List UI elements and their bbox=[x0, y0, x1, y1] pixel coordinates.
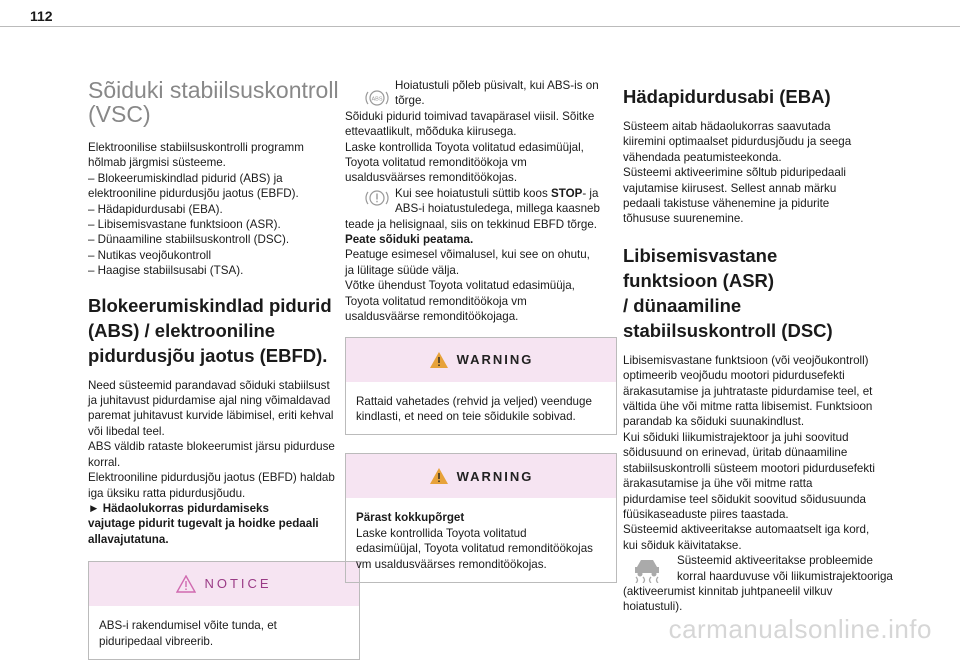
eba-heading: Hädapidurdusabi (EBA) bbox=[623, 86, 831, 107]
brake-warning-row: Kui see hoiatustuli süttib koos STOP- ja ABS-i hoiatustuledega, millega kaasneb bbox=[345, 186, 617, 217]
eba-body: Süsteem aitab hädaolukorras saavutada kiiremini optimaalset pidurdusjõudu ja seega vähendada peatumisteekonda. Süsteemi aktiveerimine sõltub piduripedaali vajutamise kiirusest. Sellest annab märku pedaali takistuse vähenemine ja pidurite tõhususe suurenemine. bbox=[623, 120, 852, 226]
skid-warning-text: (aktiveerumist kinnitab juhtpaneelil vilkuv hoiatustuli). bbox=[623, 584, 833, 614]
warning-box-wheels bbox=[345, 337, 617, 436]
header-divider bbox=[0, 26, 960, 27]
column-3 bbox=[623, 78, 913, 615]
brake-warning-light-icon bbox=[365, 188, 389, 208]
notice-body: ABS-i rakendumisel võite tunda, et piduripedaal vibreerib. bbox=[99, 619, 277, 648]
abs-heading: Blokeerumiskindlad pidurid (ABS) / elektrooniline pidurdusjõu jaotus (EBFD). bbox=[88, 294, 332, 366]
warning-body: Pärast kokkupõrget Laske kontrollida Toyota volitatud edasimüüjal, Toyota volitatud remonditöökojas vm usaldusväärses remonditöökojas. bbox=[356, 511, 593, 571]
warning-triangle-icon bbox=[429, 467, 449, 485]
abs-fault-text: Sõiduki pidurid toimivad tavapärasel viisil. Sõitke ettevaatlikult, mõõduka kiirusega. Laske kontrollida Toyota volitatud edasimüüjal, Toyota volitatud remonditöökoja vm usaldusväärses remonditöökojas. bbox=[345, 109, 595, 185]
abs-body: Need süsteemid parandavad sõiduki stabiilsust ja juhitavust pidurdamise ajal ning võimaldavad paremat juhitavust kurvide läbimisel, eriti kehval või libedal teel. ABS väldib rataste blokeerumist järsu pidurduse korral. Elektrooniline pidurdusjõu jaotus (EBFD) haldab iga üksiku ratta pidurdusjõudu. ► Hädaolukorras pidurdamiseks vajutage pidurit tugevalt ja hoidke pedaali allavajutatuna. bbox=[88, 378, 335, 546]
abs-warning-row: ABS Hoiatustuli põleb püsivalt, kui ABS-is on tõrge. bbox=[345, 78, 617, 109]
notice-label: NOTICE bbox=[204, 576, 272, 592]
page-number: 112 bbox=[30, 8, 53, 24]
vsc-title: Sõiduki stabiilsuskontroll (VSC) bbox=[88, 77, 339, 127]
warning-body: Rattaid vahetades (rehvid ja veljed) veenduge kindlasti, et need on teie sõidukile sobivad. bbox=[356, 394, 592, 423]
vsc-intro: Elektroonilise stabiilsuskontrolli programm hõlmab järgmisi süsteeme. – Blokeerumiskindlad pidurid (ABS) ja elektrooniline pidurdusjõu jaotus (EBFD). – Hädapidurdusabi (EBA). – Libisemisvastane funktsioon (ASR). – Dünaamiline stabiilsuskontroll (DSC). – Nutikas veojõukontroll – Haagise stabiilsusabi (TSA). bbox=[88, 141, 304, 278]
caution-triangle-icon bbox=[176, 575, 196, 593]
ebfd-fault-text: teade ja helisignaal, siis on tekkinud EBFD tõrge. Peate sõiduki peatama. Peatuge esimesel võimalusel, kui see on ohutu, ja lülitage süüde välja. Võtke ühendust Toyota volitatud edasimüüja, Toyota volitatud remonditöökoja vm usaldusväärse remonditöökojaga. bbox=[345, 217, 597, 324]
column-2 bbox=[345, 78, 617, 583]
asr-dsc-heading: Libisemisvastane funktsioon (ASR) / dünaamiline stabiilsuskontroll (DSC) bbox=[623, 244, 833, 341]
skid-car-icon bbox=[629, 555, 665, 583]
asr-dsc-body: Libisemisvastane funktsioon (või veojõukontroll) optimeerib veojõudu mootori pidurdusefekti ärakasutamise ja juhtrataste pidurdamise teel, et vältida ühe või mitme ratta libisemist. Funktsioon parandab ka sõiduki suunakindlust. Kui sõiduki liikumistrajektoor ja juhi soovitud sõidusuund on erinevad, üritab dünaamiline stabiilsuskontrolli süsteem mootori pidurdusefekti ärakasutamise ja ühe või mitme ratta pidurdamise teel sõidukit soovitud sõidusuunda füüsikaseaduste piires taastada. Süsteemid aktiveeritakse automaatselt iga kord, kui sõiduk käivitatakse. bbox=[623, 353, 875, 552]
notice-box bbox=[88, 561, 360, 660]
skid-warning-row: Süsteemid aktiveeritakse probleemide korral haarduvuse või liikumistrajektooriga bbox=[623, 553, 913, 584]
column-1 bbox=[88, 78, 360, 660]
warning-label: WARNING bbox=[456, 468, 534, 484]
warning-label: WARNING bbox=[456, 351, 534, 367]
watermark: carmanualsonline.info bbox=[668, 614, 932, 644]
svg-text:ABS: ABS bbox=[371, 96, 383, 103]
warning-box-collision bbox=[345, 453, 617, 583]
abs-warning-light-icon bbox=[365, 88, 389, 108]
warning-triangle-icon bbox=[429, 351, 449, 369]
